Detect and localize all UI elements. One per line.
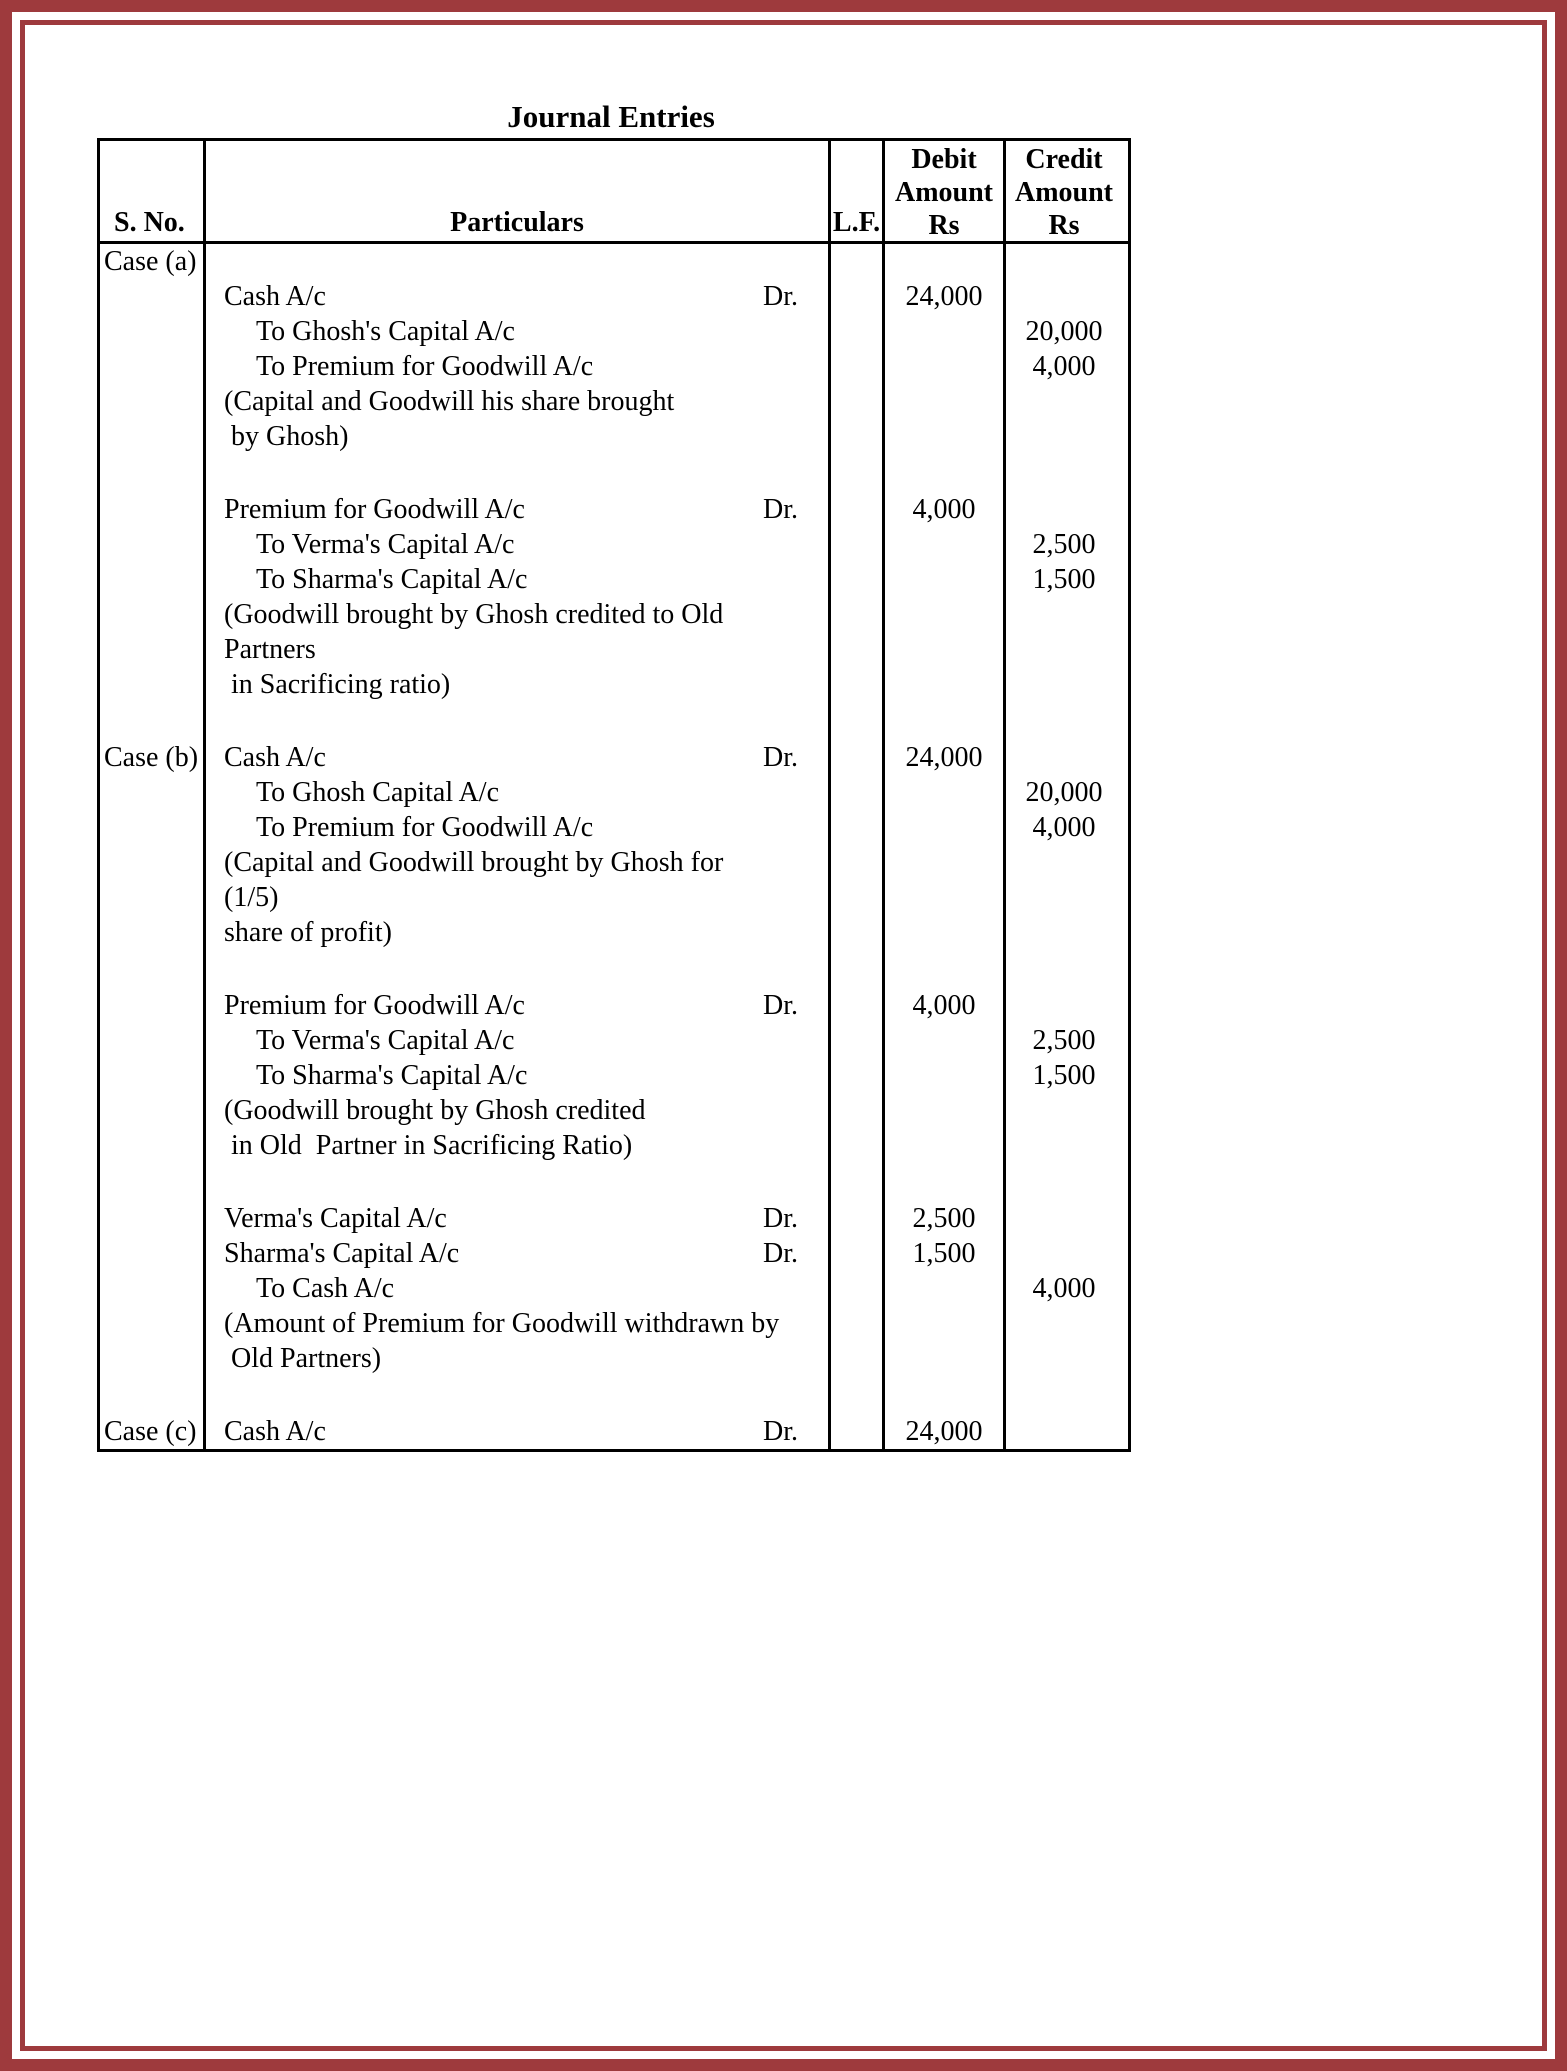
journal-row bbox=[100, 1236, 1128, 1271]
lf-cell bbox=[831, 988, 885, 1023]
particulars-text: Sharma's Capital A/c bbox=[224, 1238, 460, 1269]
credit-amount-cell bbox=[1006, 667, 1122, 702]
debit-amount-cell bbox=[885, 1341, 1006, 1376]
lf-cell bbox=[831, 1128, 885, 1163]
journal-row bbox=[100, 810, 1128, 845]
case-label-cell bbox=[100, 1201, 206, 1236]
lf-cell bbox=[831, 1341, 885, 1376]
particulars-cell bbox=[206, 915, 831, 950]
credit-amount-cell bbox=[1006, 915, 1122, 950]
case-label-cell bbox=[100, 988, 206, 1023]
case-label-cell bbox=[100, 419, 206, 454]
particulars-cell bbox=[206, 349, 831, 384]
lf-cell bbox=[831, 1058, 885, 1093]
particulars-text: (Goodwill brought by Ghosh credited bbox=[224, 1095, 646, 1126]
particulars-cell bbox=[206, 880, 831, 915]
case-label-cell bbox=[100, 1163, 206, 1201]
dr-label: Dr. bbox=[763, 494, 798, 525]
journal-table bbox=[97, 138, 1131, 1452]
debit-amount-cell bbox=[885, 1093, 1006, 1128]
case-label-cell bbox=[100, 1093, 206, 1128]
journal-row bbox=[100, 1128, 1128, 1163]
debit-amount-cell bbox=[885, 950, 1006, 988]
particulars-cell bbox=[206, 845, 831, 880]
particulars-cell bbox=[206, 1201, 831, 1236]
debit-amount-cell: 4,000 bbox=[885, 492, 1006, 527]
dr-label: Dr. bbox=[763, 1238, 798, 1269]
spacer-row bbox=[100, 1376, 1128, 1414]
debit-amount-cell bbox=[885, 1376, 1006, 1414]
debit-amount-cell bbox=[885, 1023, 1006, 1058]
lf-cell bbox=[831, 1414, 885, 1449]
header-credit-amount bbox=[1006, 141, 1122, 241]
lf-cell bbox=[831, 419, 885, 454]
particulars-text: in Old Partner in Sacrificing Ratio) bbox=[224, 1130, 633, 1161]
particulars-text: To Sharma's Capital A/c bbox=[256, 1060, 528, 1091]
lf-cell bbox=[831, 950, 885, 988]
journal-row bbox=[100, 527, 1128, 562]
header-particulars-label: Particulars bbox=[450, 207, 584, 238]
lf-cell bbox=[831, 810, 885, 845]
particulars-cell bbox=[206, 702, 831, 740]
credit-amount-cell: 1,500 bbox=[1032, 564, 1096, 595]
particulars-text: share of profit) bbox=[224, 917, 392, 948]
particulars-cell bbox=[206, 279, 831, 314]
credit-amount-cell bbox=[1006, 1163, 1122, 1201]
lf-cell bbox=[831, 1201, 885, 1236]
header-credit-line-1: Credit bbox=[1025, 144, 1103, 175]
particulars-cell bbox=[206, 562, 831, 597]
lf-cell bbox=[831, 702, 885, 740]
credit-amount-cell: 2,500 bbox=[1032, 529, 1096, 560]
journal-row bbox=[100, 562, 1128, 597]
particulars-text: in Sacrificing ratio) bbox=[224, 669, 451, 700]
debit-amount-cell bbox=[885, 454, 1006, 492]
lf-cell bbox=[831, 314, 885, 349]
lf-cell bbox=[831, 279, 885, 314]
case-label-cell bbox=[100, 1271, 206, 1306]
lf-cell bbox=[831, 1163, 885, 1201]
credit-amount-cell bbox=[1006, 1236, 1122, 1271]
debit-amount-cell bbox=[885, 1128, 1006, 1163]
spacer-row bbox=[100, 1163, 1128, 1201]
lf-cell bbox=[831, 527, 885, 562]
credit-amount-cell bbox=[1006, 492, 1122, 527]
particulars-text: To Ghosh's Capital A/c bbox=[256, 316, 515, 347]
particulars-cell bbox=[206, 1163, 831, 1201]
case-label: Case (b) bbox=[104, 742, 199, 773]
header-debit-amount bbox=[885, 141, 1006, 241]
debit-amount-cell bbox=[885, 1271, 1006, 1306]
case-label-cell bbox=[100, 384, 206, 419]
lf-cell bbox=[831, 454, 885, 492]
particulars-text: (Capital and Goodwill his share brought bbox=[224, 386, 675, 417]
lf-cell bbox=[831, 880, 885, 915]
debit-amount-cell: 24,000 bbox=[885, 740, 1006, 775]
journal-row bbox=[100, 597, 1128, 632]
case-label-cell bbox=[100, 880, 206, 915]
credit-amount-cell: 4,000 bbox=[1032, 351, 1096, 382]
credit-amount-cell: 1,500 bbox=[1032, 1060, 1096, 1091]
lf-cell bbox=[831, 492, 885, 527]
debit-amount-cell bbox=[885, 667, 1006, 702]
lf-cell bbox=[831, 632, 885, 667]
debit-amount-cell bbox=[885, 349, 1006, 384]
lf-cell bbox=[831, 1271, 885, 1306]
credit-amount-cell bbox=[1006, 384, 1122, 419]
debit-amount-cell bbox=[885, 632, 1006, 667]
journal-row bbox=[100, 1023, 1128, 1058]
debit-amount-cell: 2,500 bbox=[885, 1201, 1006, 1236]
particulars-cell bbox=[206, 1128, 831, 1163]
case-label-cell bbox=[100, 314, 206, 349]
lf-cell bbox=[831, 845, 885, 880]
case-label-cell bbox=[100, 244, 206, 279]
journal-row bbox=[100, 632, 1128, 667]
journal-row bbox=[100, 492, 1128, 527]
header-sno-label: S. No. bbox=[114, 207, 185, 238]
header-lf bbox=[831, 141, 885, 241]
particulars-text: (Goodwill brought by Ghosh credited to Old bbox=[224, 599, 724, 630]
journal-row bbox=[100, 349, 1128, 384]
case-label-cell bbox=[100, 454, 206, 492]
journal-row bbox=[100, 419, 1128, 454]
debit-amount-cell bbox=[885, 1163, 1006, 1201]
particulars-text: Old Partners) bbox=[224, 1343, 382, 1374]
credit-amount-cell bbox=[1006, 950, 1122, 988]
particulars-cell bbox=[206, 667, 831, 702]
particulars-cell bbox=[206, 740, 831, 775]
particulars-text: by Ghosh) bbox=[224, 421, 349, 452]
lf-cell bbox=[831, 1236, 885, 1271]
case-label-cell bbox=[100, 1236, 206, 1271]
debit-amount-cell bbox=[885, 419, 1006, 454]
lf-cell bbox=[831, 1306, 885, 1341]
journal-row bbox=[100, 915, 1128, 950]
debit-amount-cell bbox=[885, 527, 1006, 562]
particulars-text: To Ghosh Capital A/c bbox=[256, 777, 500, 808]
particulars-cell bbox=[206, 632, 831, 667]
particulars-cell bbox=[206, 1306, 831, 1341]
case-label-cell bbox=[100, 1414, 206, 1449]
debit-amount-cell bbox=[885, 810, 1006, 845]
case-label-cell bbox=[100, 915, 206, 950]
journal-row bbox=[100, 1414, 1128, 1449]
journal-row bbox=[100, 1306, 1128, 1341]
case-label-cell bbox=[100, 1128, 206, 1163]
particulars-cell bbox=[206, 492, 831, 527]
debit-amount-cell bbox=[885, 562, 1006, 597]
debit-amount-cell bbox=[885, 915, 1006, 950]
debit-amount-cell bbox=[885, 1058, 1006, 1093]
particulars-cell bbox=[206, 1058, 831, 1093]
debit-amount-cell bbox=[885, 775, 1006, 810]
particulars-cell bbox=[206, 244, 831, 279]
case-label-cell bbox=[100, 492, 206, 527]
debit-amount-cell bbox=[885, 845, 1006, 880]
journal-row bbox=[100, 1341, 1128, 1376]
particulars-cell bbox=[206, 1236, 831, 1271]
header-particulars bbox=[206, 141, 831, 241]
particulars-text: To Sharma's Capital A/c bbox=[256, 564, 528, 595]
journal-row bbox=[100, 775, 1128, 810]
case-label-cell bbox=[100, 845, 206, 880]
case-label-cell bbox=[100, 702, 206, 740]
credit-amount-cell bbox=[1006, 279, 1122, 314]
case-label-cell bbox=[100, 1023, 206, 1058]
header-debit-line-1: Debit bbox=[911, 144, 977, 175]
credit-amount-cell bbox=[1006, 1414, 1122, 1449]
particulars-text: To Cash A/c bbox=[256, 1273, 395, 1304]
case-label-cell bbox=[100, 597, 206, 632]
particulars-cell bbox=[206, 810, 831, 845]
lf-cell bbox=[831, 597, 885, 632]
journal-row bbox=[100, 880, 1128, 915]
case-label-cell bbox=[100, 349, 206, 384]
particulars-text: Verma's Capital A/c bbox=[224, 1203, 447, 1234]
particulars-cell bbox=[206, 950, 831, 988]
journal-row bbox=[100, 279, 1128, 314]
table-header-row bbox=[100, 141, 1128, 244]
debit-amount-cell: 24,000 bbox=[885, 279, 1006, 314]
debit-amount-cell: 24,000 bbox=[885, 1414, 1006, 1449]
journal-row bbox=[100, 845, 1128, 880]
case-label-cell bbox=[100, 775, 206, 810]
particulars-cell bbox=[206, 1093, 831, 1128]
particulars-cell bbox=[206, 527, 831, 562]
case-label-cell bbox=[100, 950, 206, 988]
particulars-cell bbox=[206, 988, 831, 1023]
particulars-text: Premium for Goodwill A/c bbox=[224, 990, 525, 1021]
particulars-text: To Verma's Capital A/c bbox=[256, 529, 515, 560]
credit-amount-cell bbox=[1006, 1093, 1122, 1128]
dr-label: Dr. bbox=[763, 1203, 798, 1234]
particulars-text: Premium for Goodwill A/c bbox=[224, 494, 525, 525]
document-content bbox=[25, 25, 1542, 1452]
journal-row bbox=[100, 1093, 1128, 1128]
journal-row bbox=[100, 314, 1128, 349]
debit-amount-cell: 1,500 bbox=[885, 1236, 1006, 1271]
case-label: Case (c) bbox=[104, 1416, 197, 1447]
debit-amount-cell bbox=[885, 597, 1006, 632]
particulars-cell bbox=[206, 1271, 831, 1306]
header-sno bbox=[100, 141, 206, 241]
credit-amount-cell bbox=[1006, 988, 1122, 1023]
case-label-cell bbox=[100, 740, 206, 775]
credit-amount-cell: 4,000 bbox=[1032, 1273, 1096, 1304]
particulars-cell bbox=[206, 419, 831, 454]
page-title: Journal Entries bbox=[507, 99, 715, 134]
debit-amount-cell bbox=[885, 244, 1006, 279]
dr-label: Dr. bbox=[763, 281, 798, 312]
lf-cell bbox=[831, 1093, 885, 1128]
credit-amount-cell bbox=[1006, 845, 1122, 880]
header-lf-label: L.F. bbox=[832, 207, 881, 238]
particulars-cell bbox=[206, 775, 831, 810]
credit-amount-cell bbox=[1006, 1341, 1122, 1376]
credit-amount-cell: 2,500 bbox=[1032, 1025, 1096, 1056]
lf-cell bbox=[831, 775, 885, 810]
journal-row bbox=[100, 1201, 1128, 1236]
journal-row bbox=[100, 1058, 1128, 1093]
particulars-cell bbox=[206, 1341, 831, 1376]
spacer-row bbox=[100, 702, 1128, 740]
dr-label: Dr. bbox=[763, 1416, 798, 1447]
particulars-cell bbox=[206, 384, 831, 419]
particulars-text: To Verma's Capital A/c bbox=[256, 1025, 515, 1056]
particulars-text: (1/5) bbox=[224, 882, 279, 913]
debit-amount-cell bbox=[885, 880, 1006, 915]
dr-label: Dr. bbox=[763, 990, 798, 1021]
case-label-cell bbox=[100, 810, 206, 845]
lf-cell bbox=[831, 1376, 885, 1414]
credit-amount-cell bbox=[1006, 454, 1122, 492]
journal-row bbox=[100, 988, 1128, 1023]
particulars-text: (Capital and Goodwill brought by Ghosh for bbox=[224, 847, 724, 878]
particulars-cell bbox=[206, 597, 831, 632]
credit-amount-cell bbox=[1006, 1201, 1122, 1236]
particulars-text: (Amount of Premium for Goodwill withdrawn by bbox=[224, 1308, 780, 1339]
case-label-cell bbox=[100, 1341, 206, 1376]
case-label-cell bbox=[100, 1376, 206, 1414]
credit-amount-cell: 20,000 bbox=[1025, 316, 1103, 347]
case-label-cell bbox=[100, 667, 206, 702]
credit-amount-cell bbox=[1006, 1376, 1122, 1414]
journal-row bbox=[100, 384, 1128, 419]
lf-cell bbox=[831, 349, 885, 384]
lf-cell bbox=[831, 667, 885, 702]
particulars-text: Cash A/c bbox=[224, 281, 326, 312]
header-credit-line-3: Rs bbox=[1048, 210, 1080, 241]
particulars-text: Partners bbox=[224, 634, 316, 665]
lf-cell bbox=[831, 1023, 885, 1058]
credit-amount-cell bbox=[1006, 632, 1122, 667]
header-debit-line-2: Amount bbox=[894, 177, 993, 208]
journal-row bbox=[100, 667, 1128, 702]
credit-amount-cell bbox=[1006, 1306, 1122, 1341]
spacer-row bbox=[100, 950, 1128, 988]
particulars-text: Cash A/c bbox=[224, 1416, 326, 1447]
credit-amount-cell: 4,000 bbox=[1032, 812, 1096, 843]
debit-amount-cell: 4,000 bbox=[885, 988, 1006, 1023]
lf-cell bbox=[831, 915, 885, 950]
debit-amount-cell bbox=[885, 384, 1006, 419]
particulars-cell bbox=[206, 1023, 831, 1058]
particulars-cell bbox=[206, 454, 831, 492]
lf-cell bbox=[831, 384, 885, 419]
case-label: Case (a) bbox=[104, 246, 197, 277]
credit-amount-cell bbox=[1006, 880, 1122, 915]
debit-amount-cell bbox=[885, 702, 1006, 740]
journal-row bbox=[100, 1271, 1128, 1306]
particulars-cell bbox=[206, 1376, 831, 1414]
header-debit-line-3: Rs bbox=[928, 210, 960, 241]
particulars-text: To Premium for Goodwill A/c bbox=[256, 351, 594, 382]
particulars-cell bbox=[206, 1414, 831, 1449]
case-label-cell bbox=[100, 279, 206, 314]
case-label-cell bbox=[100, 1058, 206, 1093]
case-label-cell bbox=[100, 632, 206, 667]
credit-amount-cell: 20,000 bbox=[1025, 777, 1103, 808]
debit-amount-cell bbox=[885, 1306, 1006, 1341]
lf-cell bbox=[831, 740, 885, 775]
credit-amount-cell bbox=[1006, 244, 1122, 279]
case-label-cell bbox=[100, 562, 206, 597]
journal-row bbox=[100, 740, 1128, 775]
page-border-inner bbox=[20, 20, 1547, 2051]
particulars-text: To Premium for Goodwill A/c bbox=[256, 812, 594, 843]
particulars-text: Cash A/c bbox=[224, 742, 326, 773]
credit-amount-cell bbox=[1006, 1128, 1122, 1163]
credit-amount-cell bbox=[1006, 419, 1122, 454]
credit-amount-cell bbox=[1006, 597, 1122, 632]
lf-cell bbox=[831, 562, 885, 597]
debit-amount-cell bbox=[885, 314, 1006, 349]
particulars-cell bbox=[206, 314, 831, 349]
table-body bbox=[100, 244, 1128, 1449]
credit-amount-cell bbox=[1006, 702, 1122, 740]
spacer-row bbox=[100, 454, 1128, 492]
credit-amount-cell bbox=[1006, 740, 1122, 775]
case-label-cell bbox=[100, 1306, 206, 1341]
case-label-cell bbox=[100, 527, 206, 562]
header-credit-line-2: Amount bbox=[1014, 177, 1113, 208]
lf-cell bbox=[831, 244, 885, 279]
journal-row bbox=[100, 244, 1128, 279]
dr-label: Dr. bbox=[763, 742, 798, 773]
